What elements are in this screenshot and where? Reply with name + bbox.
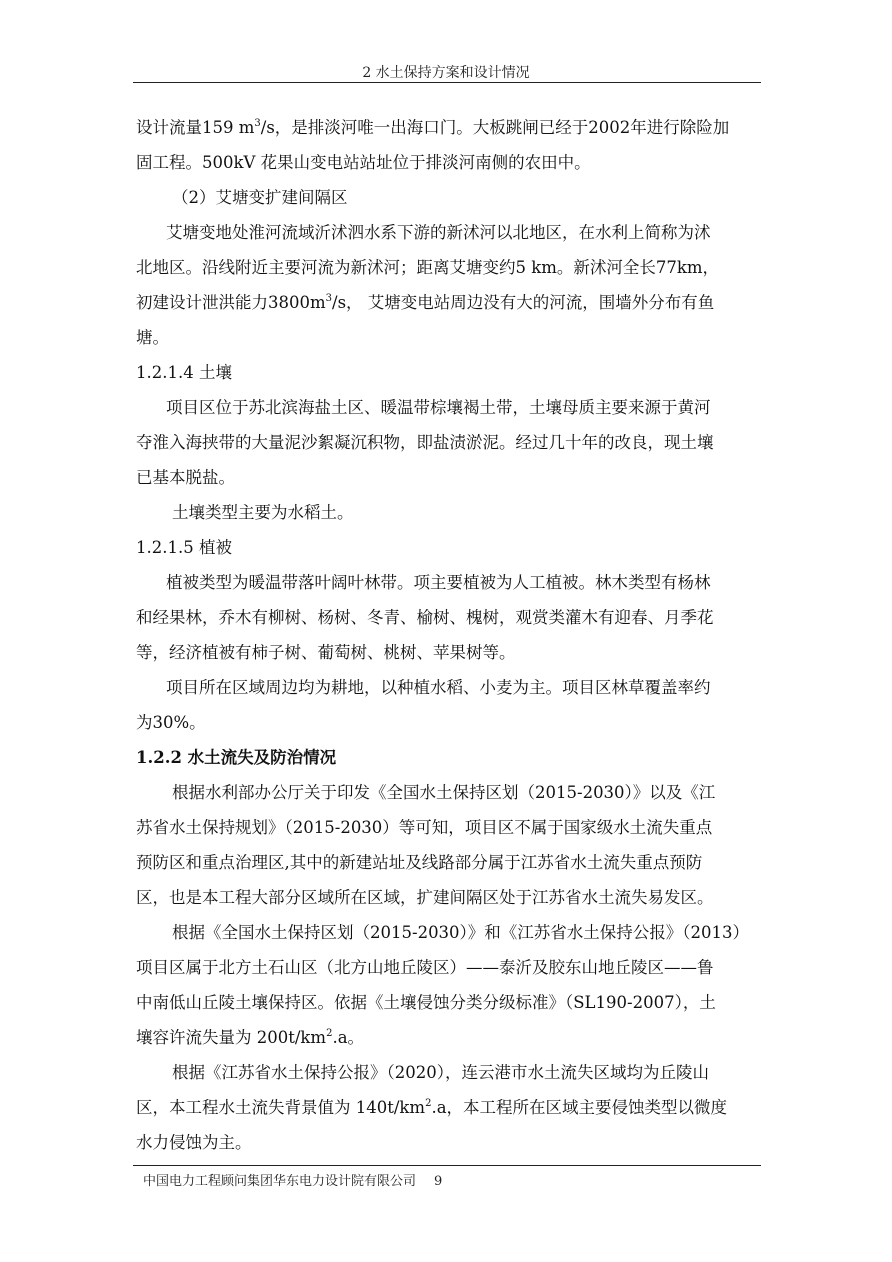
text-line bbox=[136, 635, 764, 670]
text-run: 区，本工程水土流失背景值为 140t/km bbox=[136, 1098, 426, 1117]
text-run: 初建设计泄洪能力3800m bbox=[136, 293, 326, 312]
superscript: 3 bbox=[254, 118, 261, 129]
text-run: .a。 bbox=[332, 1028, 365, 1047]
text-line bbox=[136, 1020, 764, 1055]
text-run: 为30%。 bbox=[136, 713, 206, 732]
text-run: 塘。 bbox=[136, 328, 169, 347]
text-line bbox=[136, 215, 764, 250]
text-run: 项目区属于北方土石山区（北方山地丘陵区）——泰沂及胶东山地丘陵区——鲁 bbox=[136, 958, 714, 977]
text-run: 艾塘变地处淮河流域沂沭泗水系下游的新沭河以北地区，在水利上简称为沭 bbox=[166, 223, 711, 242]
superscript: 2 bbox=[326, 1028, 333, 1039]
text-line bbox=[136, 320, 764, 355]
text-line bbox=[136, 950, 764, 985]
text-run: 1.2.1.4 土壤 bbox=[136, 363, 232, 382]
section-heading bbox=[136, 740, 764, 775]
page-header: 2 水土保持方案和设计情况 bbox=[362, 65, 530, 81]
text-run: 和经果林，乔木有柳树、杨树、冬青、榆树、槐树，观赏类灌木有迎春、月季花 bbox=[136, 608, 714, 627]
document-body bbox=[136, 110, 764, 1160]
text-run: /s， 艾塘变电站周边没有大的河流，围墙外分布有鱼 bbox=[332, 293, 715, 312]
text-line bbox=[136, 390, 764, 425]
text-line bbox=[136, 1090, 764, 1125]
text-run: 等，经济植被有柿子树、葡萄树、桃树、苹果树等。 bbox=[136, 643, 516, 662]
text-run: 区，也是本工程大部分区域所在区域，扩建间隔区处于江苏省水土流失易发区。 bbox=[136, 888, 714, 907]
text-line bbox=[136, 110, 764, 145]
text-run: 根据《全国水土保持区划（2015-2030）》和《江苏省水土保持公报》（2013） bbox=[172, 923, 750, 942]
section-heading bbox=[136, 355, 764, 390]
text-line bbox=[136, 145, 764, 180]
text-line bbox=[136, 565, 764, 600]
text-line bbox=[136, 250, 764, 285]
text-run: 项目所在区域周边均为耕地，以种植水稻、小麦为主。项目区林草覆盖率约 bbox=[166, 678, 711, 697]
text-run: 土壤类型主要为水稻土。 bbox=[172, 503, 354, 522]
text-line bbox=[136, 670, 764, 705]
text-run: 北地区。沿线附近主要河流为新沭河；距离艾塘变约5 km。新沭河全长77km， bbox=[136, 258, 720, 277]
text-line bbox=[136, 915, 764, 950]
text-run: （2）艾塘变扩建间隔区 bbox=[172, 188, 348, 207]
text-run: 1.2.2 水土流失及防治情况 bbox=[136, 748, 337, 767]
text-line bbox=[136, 1055, 764, 1090]
text-run: 水力侵蚀为主。 bbox=[136, 1133, 252, 1152]
page-footer bbox=[143, 1170, 442, 1189]
text-run: 苏省水土保持规划》（2015-2030）等可知，项目区不属于国家级水土流失重点 bbox=[136, 818, 713, 837]
text-run: .a，本工程所在区域主要侵蚀类型以微度 bbox=[431, 1098, 728, 1117]
footer-company: 中国电力工程顾问集团华东电力设计院有限公司 bbox=[143, 1174, 417, 1189]
text-line bbox=[136, 600, 764, 635]
text-run: 根据《江苏省水土保持公报》（2020），连云港市水土流失区域均为丘陵山 bbox=[172, 1063, 709, 1082]
header-rule bbox=[133, 82, 761, 83]
text-run: 已基本脱盐。 bbox=[136, 468, 235, 487]
superscript: 3 bbox=[325, 293, 333, 304]
text-line bbox=[136, 705, 764, 740]
text-line bbox=[136, 880, 764, 915]
text-line bbox=[136, 285, 764, 320]
superscript: 2 bbox=[425, 1098, 432, 1109]
section-heading bbox=[136, 530, 764, 565]
footer-rule bbox=[133, 1165, 761, 1166]
text-line bbox=[136, 845, 764, 880]
text-line bbox=[136, 180, 764, 215]
text-line bbox=[136, 425, 764, 460]
text-run: /s，是排淡河唯一出海口门。大板跳闸已经于2002年进行除险加 bbox=[260, 118, 730, 137]
text-run: 1.2.1.5 植被 bbox=[136, 538, 232, 557]
text-run: 项目区位于苏北滨海盐土区、暖温带棕壤褐土带，土壤母质主要来源于黄河 bbox=[166, 398, 711, 417]
text-line bbox=[136, 775, 764, 810]
text-run: 中南低山丘陵土壤保持区。依据《土壤侵蚀分类分级标准》（SL190-2007），土 bbox=[136, 993, 716, 1012]
text-line bbox=[136, 810, 764, 845]
text-line bbox=[136, 1125, 764, 1160]
text-run: 壤容许流失量为 200t/km bbox=[136, 1028, 327, 1047]
text-run: 根据水利部办公厅关于印发《全国水土保持区划（2015-2030）》以及《江 bbox=[172, 783, 716, 802]
text-run: 设计流量159 m bbox=[136, 118, 255, 137]
text-run: 固工程。500kV 花果山变电站站址位于排淡河南侧的农田中。 bbox=[136, 153, 591, 172]
text-line bbox=[136, 460, 764, 495]
text-line bbox=[136, 495, 764, 530]
text-run: 夺淮入海挟带的大量泥沙絮凝沉积物，即盐渍淤泥。经过几十年的改良，现土壤 bbox=[136, 433, 714, 452]
text-line bbox=[136, 985, 764, 1020]
text-run: 预防区和重点治理区,其中的新建站址及线路部分属于江苏省水土流失重点预防 bbox=[136, 853, 703, 872]
text-run: 植被类型为暖温带落叶阔叶林带。项主要植被为人工植被。林木类型有杨林 bbox=[166, 573, 711, 592]
page-number: 9 bbox=[434, 1174, 443, 1189]
